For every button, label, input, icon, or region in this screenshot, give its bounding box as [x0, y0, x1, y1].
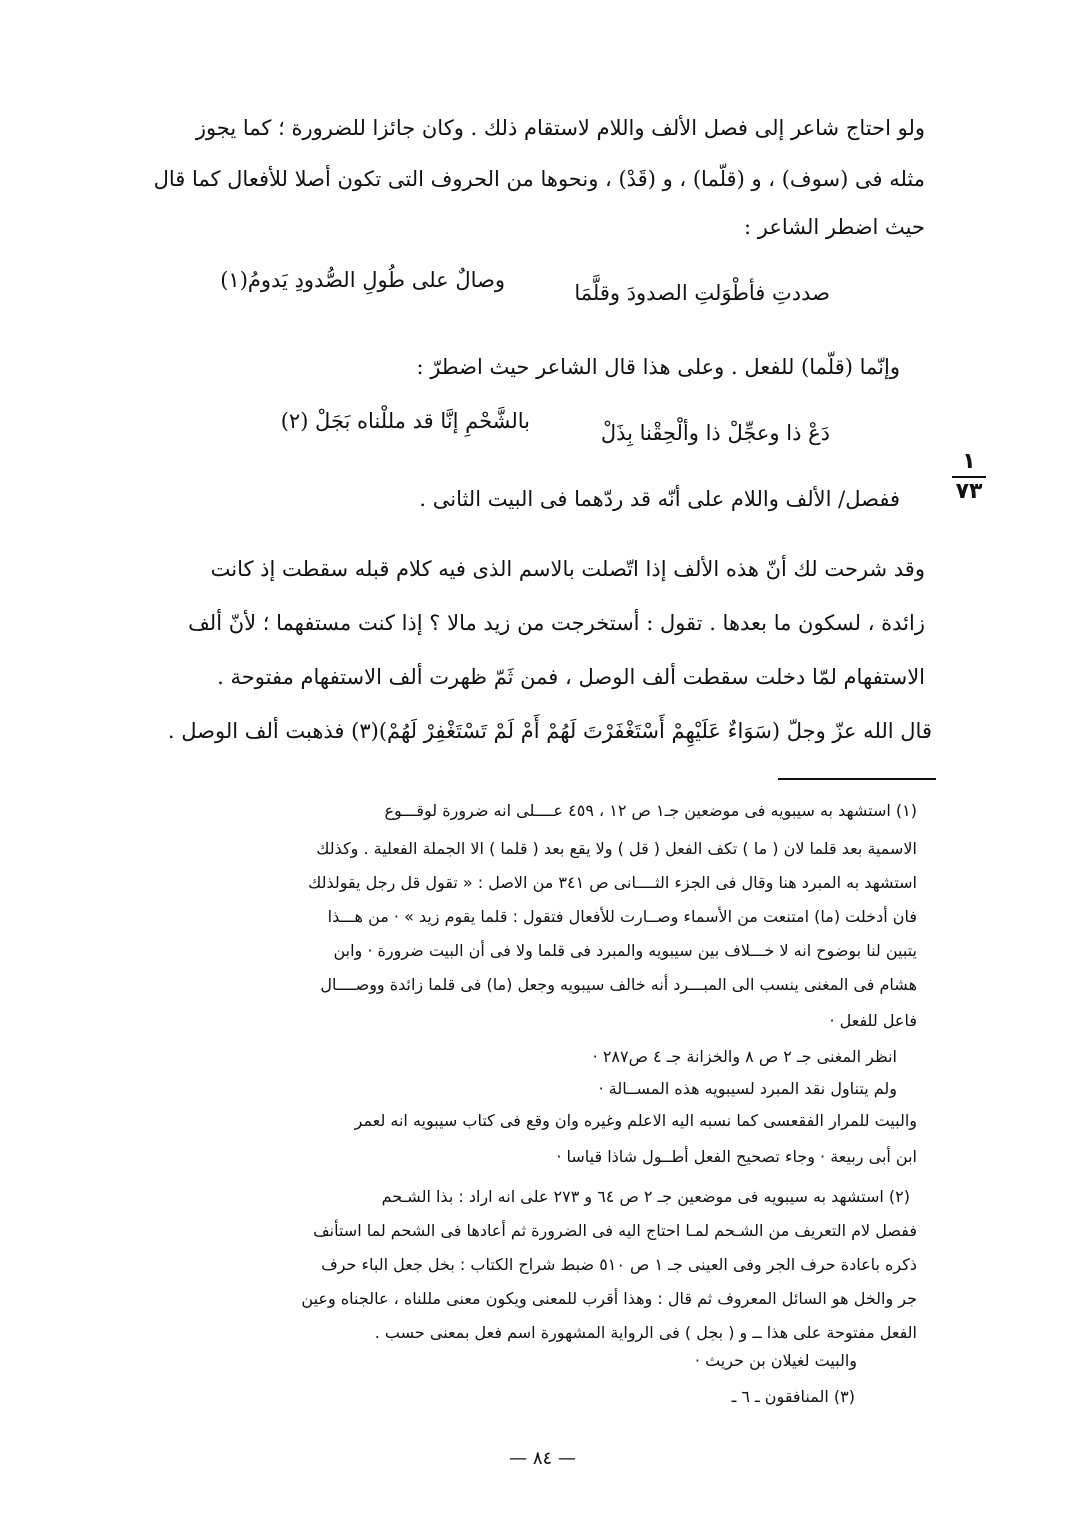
footnote-line: (٣) المنافقون ـ ٦ ـ — [731, 1387, 855, 1406]
footnote-line: فاعل للفعل · — [829, 1011, 917, 1030]
body-line: وإنّما (قلّما) للفعل . وعلى هذا قال الشاعر حيث اضطرّ : — [416, 355, 900, 379]
verse-2-left-hemistich: بالشَّحْمِ إنَّا قد مللْناه بَجَلْ (٢) — [280, 409, 530, 433]
margin-page-marker — [944, 448, 994, 506]
footnote-line: ابن أبى ربيعة · وجاء تصحيح الفعل أطــول شاذا قياسا · — [556, 1147, 917, 1166]
footnote-line: ففصل لام التعريف من الشـحم لمـا احتاج اليه فى الضرورة ثم أعادها فى الشحم لما استأنف — [313, 1221, 917, 1240]
margin-marker-top: ١ — [962, 449, 976, 474]
footnote-line: انظر المغنى جـ ٢ ص ٨ والخزانة جـ ٤ ص٢٨٧ · — [592, 1047, 897, 1066]
footnote-line: ذكره باعادة حرف الجر وفى العينى جـ ١ ص ٥١٠ ضبط شراح الكتاب : بخل جعل الباء حرف — [321, 1255, 917, 1274]
margin-marker-bar — [952, 476, 986, 478]
body-line: وقد شرحت لك أنّ هذه الألف إذا اتّصلت بالاسم الذى فيه كلام قبله سقطت إذ كانت — [210, 557, 925, 581]
body-line: مثله فى (سوف) ، و (قلّما) ، و (قَدْ) ، ونحوها من الحروف التى تكون أصلا للأفعال كما قال — [153, 167, 925, 191]
footnote-line: فان أدخلت (ما) امتنعت من الأسماء وصــارت للأفعال فتقول : قلما يقوم زيد » · من هـــذا — [327, 907, 917, 926]
footnote-line: الاسمية بعد قلما لان ( ما ) تكف الفعل ( قل ) ولا يقع بعد ( قلما ) الا الجملة الفعلية . وكذلك — [316, 839, 917, 858]
footnote-line: ولم يتناول نقد المبرد لسيبويه هذه المســالة · — [598, 1079, 897, 1098]
verse-1-right-hemistich: صددتِ فأطْوَلتِ الصدودَ وقلَّمَا — [574, 281, 830, 305]
footnote-line: يتبين لنا بوضوح انه لا خـــلاف بين سيبويه والمبرد فى قلما ولا فى أن البيت ضرورة · وابن — [333, 941, 917, 960]
footnote-line: (٢) استشهد به سيبويه فى موضعين جـ ٢ ص ٦٤ و ٢٧٣ على انه اراد : بذا الشـحم — [381, 1187, 910, 1206]
footnote-line: استشهد به المبرد هنا وقال فى الجزء الثــــانى ص ٣٤١ من الاصل : « تقول قل رجل يقولذلك — [308, 873, 917, 892]
body-line: قال الله عزّ وجلّ (سَوَاءٌ عَلَيْهِمْ أَسْتَغْفَرْتَ لَهُمْ أَمْ لَمْ تَسْتَغْفِرْ لَهُمْ)(٣) فذهبت ألف الوصل . — [167, 719, 932, 743]
footnote-line: والبيت للمرار الفقعسى كما نسبه اليه الاعلم وغيره وان وقع فى كتاب سيبويه انه لعمر — [354, 1111, 917, 1130]
body-line: الاستفهام لمّا دخلت سقطت ألف الوصل ، فمن ثَمّ ظهرت ألف الاستفهام مفتوحة . — [217, 665, 925, 689]
footnote-divider — [778, 778, 936, 780]
footnote-line: والبيت لغيلان بن حريث · — [694, 1351, 857, 1370]
margin-marker-bottom: ٧٣ — [955, 479, 983, 504]
footnote-line: جر والخل هو السائل المعروف ثم قال : وهذا أقرب للمعنى ويكون معنى مللناه ، عالجناه وعين — [301, 1289, 917, 1308]
body-line: حيث اضطر الشاعر : — [743, 215, 925, 239]
verse-1-left-hemistich: وصالٌ على طُولِ الصُّدودِ يَدومُ(١) — [220, 268, 505, 292]
verse-2-right-hemistich: دَعْ ذا وعجِّلْ ذا وألْحِقْنا بِذَلْ — [600, 421, 830, 445]
footnote-line: هشام فى المغنى ينسب الى المبـــرد أنه خالف سيبويه وجعل (ما) فى قلما زائدة ووصــــال — [320, 975, 917, 994]
footnote-line: الفعل مفتوحة على هذا ــ و ( بجل ) فى الرواية المشهورة اسم فعل بمعنى حسب . — [374, 1323, 917, 1342]
body-line: ففصل/ الألف واللام على أنّه قد ردّهما فى البيت الثانى . — [419, 487, 900, 511]
page-number: — ٨٤ — — [509, 1448, 576, 1469]
footnote-line: (١) استشهد به سيبويه فى موضعين جـ١ ص ١٢ ، ٤٥٩ عــــلى انه ضرورة لوقـــوع — [384, 801, 917, 820]
body-line: زائدة ، لسكون ما بعدها . تقول : أستخرجت من زيد مالا ؟ إذا كنت مستفهما ؛ لأنّ ألف — [188, 611, 925, 635]
body-line: ولو احتاج شاعر إلى فصل الألف واللام لاستقام ذلك . وكان جائزا للضرورة ؛ كما يجوز — [195, 116, 925, 140]
